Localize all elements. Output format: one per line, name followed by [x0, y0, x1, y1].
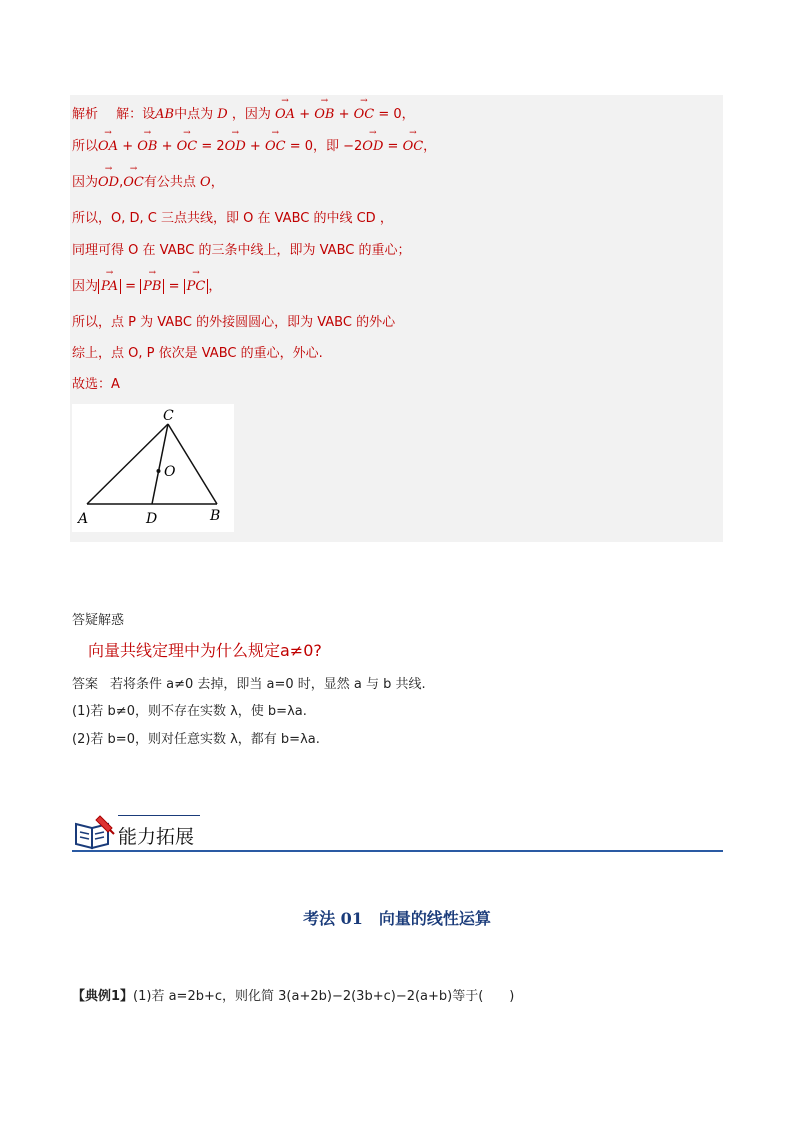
answer-choice: 故选：A	[72, 377, 120, 392]
analysis-line-8: 综上，点 O, P 依次是 VABC 的重心，外心.	[72, 346, 323, 361]
label-a: A	[78, 511, 89, 527]
analysis-line-6: 因为→ PA = → PB = → PC ，	[72, 275, 221, 294]
example-label: 【典例1】	[72, 989, 134, 1004]
analysis-line-7: 所以，点 P 为 VABC 的外接圆圆心，即为 VABC 的外心	[72, 315, 396, 330]
extension-title: 能力拓展	[118, 826, 195, 848]
qa-answer-line-3: (2)若 b=0，则对任意实数 λ，都有 b=λa.	[72, 732, 320, 747]
qa-answer-tag: 答案	[72, 677, 99, 692]
analysis-line-5: 同理可得 O 在 VABC 的三条中线上，即为 VABC 的重心；	[72, 243, 411, 258]
triangle-figure	[72, 404, 234, 532]
section-title: 考法 01 向量的线性运算	[303, 909, 491, 928]
label-d: D	[146, 511, 158, 527]
extension-rule	[72, 850, 723, 852]
label-o: O	[164, 464, 176, 480]
example-text: (1)若 a=2b+c，则化简 3(a+2b)−2(3b+c)−2(a+b)等于( )	[133, 989, 515, 1004]
triangle-diagram	[72, 404, 234, 532]
analysis-line-3: 因为→ OD,→ OC有公共点 O，	[72, 171, 224, 190]
qa-answer-line-2: (1)若 b≠0，则不存在实数 λ，使 b=λa.	[72, 704, 307, 719]
qa-answer-line-1: 答案 若将条件 a≠0 去掉，即当 a=0 时，显然 a 与 b 共线.	[72, 677, 426, 692]
analysis-line-4: 所以，O, D, C 三点共线，即 O 在 VABC 的中线 CD ，	[72, 211, 393, 226]
analysis-line-2: 所以→ OA + → OB + → OC = 2→ OD + → OC = 0，即 −2→ OD = → OC，	[72, 135, 436, 154]
analysis-line-1: 解析 解：设AB中点为 D ，因为 → OA + → OB + → OC = 0，	[72, 103, 415, 122]
side-ac	[87, 424, 168, 504]
point-o	[157, 469, 161, 473]
qa-question: 向量共线定理中为什么规定a≠0?	[88, 641, 322, 660]
label-b: B	[210, 508, 221, 524]
analysis-tag: 解析	[72, 107, 99, 122]
extension-top-bar	[118, 815, 200, 816]
qa-label: 答疑解惑	[72, 613, 125, 628]
example-1	[72, 985, 514, 1004]
label-c: C	[163, 408, 174, 424]
book-icon	[72, 812, 116, 852]
